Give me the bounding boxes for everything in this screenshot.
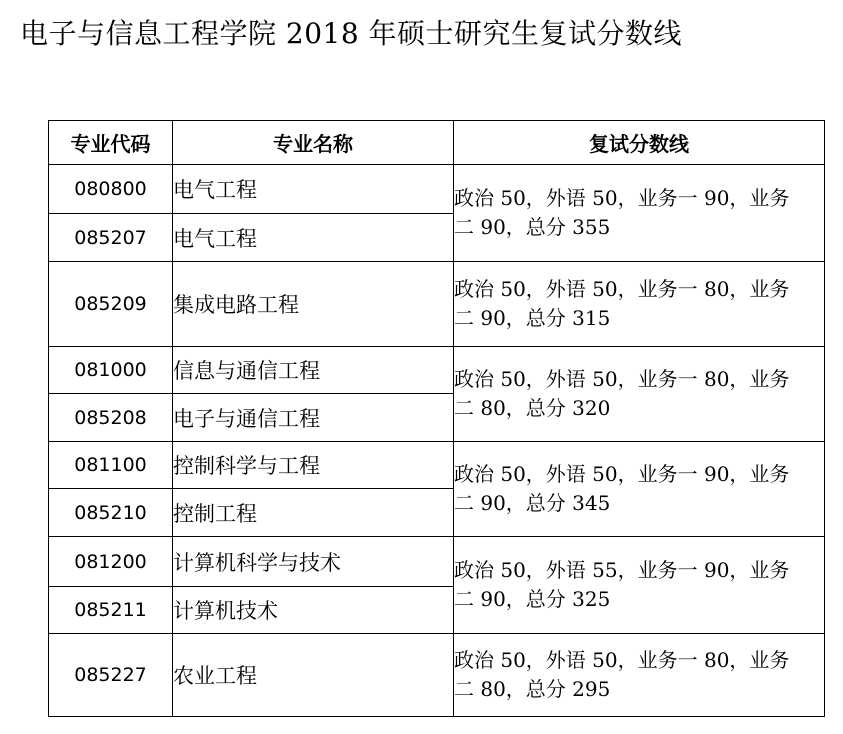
major-name: 电子与通信工程 (173, 394, 454, 442)
major-code: 080800 (49, 165, 173, 214)
score-line-cell (454, 262, 825, 347)
page-title: 电子与信息工程学院 2018 年硕士研究生复试分数线 (20, 17, 683, 50)
major-code: 081200 (49, 537, 173, 587)
score-line-1: 政治 50，外语 50，业务一 80，业务 (454, 648, 790, 672)
major-name: 农业工程 (173, 634, 454, 717)
major-code: 085210 (49, 489, 173, 537)
score-table (48, 120, 825, 717)
score-line-2: 二 80，总分 320 (454, 396, 611, 420)
score-line-2: 二 90，总分 315 (454, 306, 611, 330)
major-code: 085227 (49, 634, 173, 717)
score-line-1: 政治 50，外语 50，业务一 90，业务 (454, 462, 790, 486)
major-name: 计算机技术 (173, 587, 454, 634)
header-score: 复试分数线 (454, 121, 825, 165)
major-name: 计算机科学与技术 (173, 537, 454, 587)
major-code: 085209 (49, 262, 173, 347)
score-line-cell (454, 442, 825, 537)
score-line-2: 二 90，总分 345 (454, 491, 611, 515)
score-line-1: 政治 50，外语 50，业务一 90，业务 (454, 186, 790, 210)
major-code: 085208 (49, 394, 173, 442)
major-name: 电气工程 (173, 214, 454, 262)
major-name: 信息与通信工程 (173, 347, 454, 394)
header-code: 专业代码 (49, 121, 173, 165)
major-code: 081100 (49, 442, 173, 489)
score-line-1: 政治 50，外语 55，业务一 90，业务 (454, 558, 790, 582)
table-row (49, 347, 825, 394)
table-row (49, 262, 825, 347)
score-line-cell (454, 165, 825, 262)
score-line-1: 政治 50，外语 50，业务一 80，业务 (454, 277, 790, 301)
score-line-2: 二 80，总分 295 (454, 677, 611, 701)
table-row (49, 165, 825, 214)
table-row (49, 537, 825, 587)
table-row (49, 442, 825, 489)
major-name: 控制科学与工程 (173, 442, 454, 489)
major-name: 电气工程 (173, 165, 454, 214)
header-name: 专业名称 (173, 121, 454, 165)
score-line-cell (454, 537, 825, 634)
header-row (49, 121, 825, 165)
score-line-2: 二 90，总分 325 (454, 587, 611, 611)
score-line-1: 政治 50，外语 50，业务一 80，业务 (454, 367, 790, 391)
score-line-2: 二 90，总分 355 (454, 215, 611, 239)
major-code: 085211 (49, 587, 173, 634)
major-code: 081000 (49, 347, 173, 394)
major-name: 集成电路工程 (173, 262, 454, 347)
score-line-cell (454, 634, 825, 717)
major-name: 控制工程 (173, 489, 454, 537)
score-line-cell (454, 347, 825, 442)
table-row (49, 634, 825, 717)
major-code: 085207 (49, 214, 173, 262)
